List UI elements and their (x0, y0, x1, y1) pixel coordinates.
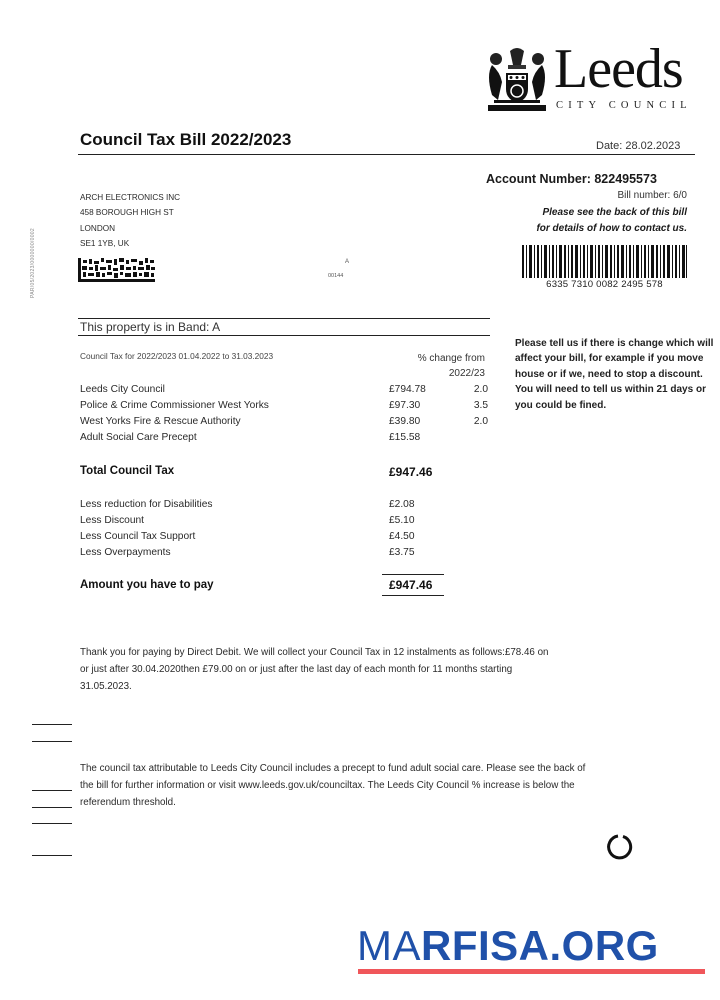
title-divider (78, 154, 695, 155)
amount-to-pay-value: £947.46 (389, 578, 433, 592)
reduction-row (80, 547, 490, 563)
watermark-logo: MARFISA.ORG (357, 922, 659, 969)
band-divider-top (78, 318, 490, 319)
charge-row (80, 432, 490, 448)
account-number: Account Number: 822495573 (486, 172, 657, 186)
reduction-amount: £4.50 (389, 531, 415, 542)
reduction-row (80, 531, 490, 547)
charge-label: Leeds City Council (80, 384, 165, 395)
band-divider-bottom (78, 335, 490, 336)
address-line: 458 BOROUGH HIGH ST (80, 208, 174, 218)
fold-mark (32, 741, 72, 742)
ring-mark-icon (606, 833, 634, 861)
logo-wordmark: Leeds (554, 38, 683, 100)
bill-title: Council Tax Bill 2022/2023 (80, 130, 292, 149)
property-band: This property is in Band: A (80, 320, 221, 334)
address-line: LONDON (80, 223, 116, 233)
total-council-tax-label: Total Council Tax (80, 465, 175, 477)
fold-mark (32, 790, 72, 791)
sort-code-b: 00144 (328, 273, 344, 279)
data-matrix-code-icon (78, 258, 155, 282)
direct-debit-notice: Thank you for paying by Direct Debit. We will collect your Council Tax in 12 instalments as follows:£78.46 on or just after 30.04.2020then £79.00 on or just after the last day of each month for 11 months starting 31.05.2023. (80, 647, 549, 692)
fold-mark (32, 807, 72, 808)
fold-mark (32, 823, 72, 824)
leeds-city-council-logo (484, 38, 699, 115)
reduction-amount: £5.10 (389, 515, 415, 526)
charge-label: Adult Social Care Precept (80, 432, 197, 443)
address-line: ARCH ELECTRONICS INC (80, 193, 181, 202)
charge-amount: £97.30 (389, 400, 421, 411)
reduction-label: Less Overpayments (80, 547, 171, 558)
fold-mark (32, 724, 72, 725)
amount-to-pay-label: Amount you have to pay (80, 579, 214, 591)
bill-number: Bill number: 6/0 (617, 190, 687, 201)
reduction-label: Less Council Tax Support (80, 531, 196, 542)
adult-social-care-precept-note: The council tax attributable to Leeds City Council includes a precept to fund adult social care. Please see the back of the bill for further information or visit www.leeds.gov.uk/counciltax. The Leeds City Council % increase is below the referendum threshold. (80, 763, 586, 808)
charge-percent: 3.5 (473, 400, 488, 411)
charge-amount: £794.78 (389, 384, 426, 395)
sort-code-a: A (345, 259, 350, 265)
reduction-label: Less reduction for Disabilities (80, 499, 213, 510)
charge-label: West Yorks Fire & Rescue Authority (80, 416, 241, 427)
charge-percent: 2.0 (473, 416, 488, 427)
margin-reference-code: PAR/05/2023/0000000/0002 (30, 228, 36, 298)
charge-label: Police & Crime Commissioner West Yorks (80, 400, 269, 411)
charge-amount: £39.80 (389, 416, 421, 427)
bill-date: Date: 28.02.2023 (596, 140, 681, 152)
charge-row (80, 416, 490, 432)
charge-amount: £15.58 (389, 432, 421, 443)
reduction-row (80, 499, 490, 515)
charge-row (80, 400, 490, 416)
reduction-label: Less Discount (80, 515, 144, 526)
contact-instructions: Please see the back of this bill for details of how to contact us. (536, 207, 687, 234)
change-notice: Please tell us if there is change which will affect your bill, for example if you move house or if we, need to stop a discount. You will need to tell us within 21 days or you could be fined. (515, 338, 714, 411)
total-council-tax-amount: £947.46 (389, 465, 433, 479)
reduction-amount: £2.08 (389, 499, 415, 510)
percent-change-heading: % change from 2022/23 (417, 353, 485, 379)
watermark-underline (358, 969, 705, 974)
logo-subtitle: CITY COUNCIL (556, 100, 692, 111)
barcode-icon (522, 245, 687, 278)
charges-period-heading: Council Tax for 2022/2023 01.04.2022 to 31.03.2023 (80, 351, 274, 361)
reduction-amount: £3.75 (389, 547, 415, 558)
charge-percent: 2.0 (473, 384, 488, 395)
coat-of-arms-icon (484, 45, 550, 113)
charge-row (80, 384, 490, 400)
fold-mark (32, 855, 72, 856)
barcode-number: 6335 7310 0082 2495 578 (546, 279, 663, 290)
reduction-row (80, 515, 490, 531)
address-line: SE1 1YB, UK (80, 239, 130, 249)
recipient-address (80, 190, 180, 252)
